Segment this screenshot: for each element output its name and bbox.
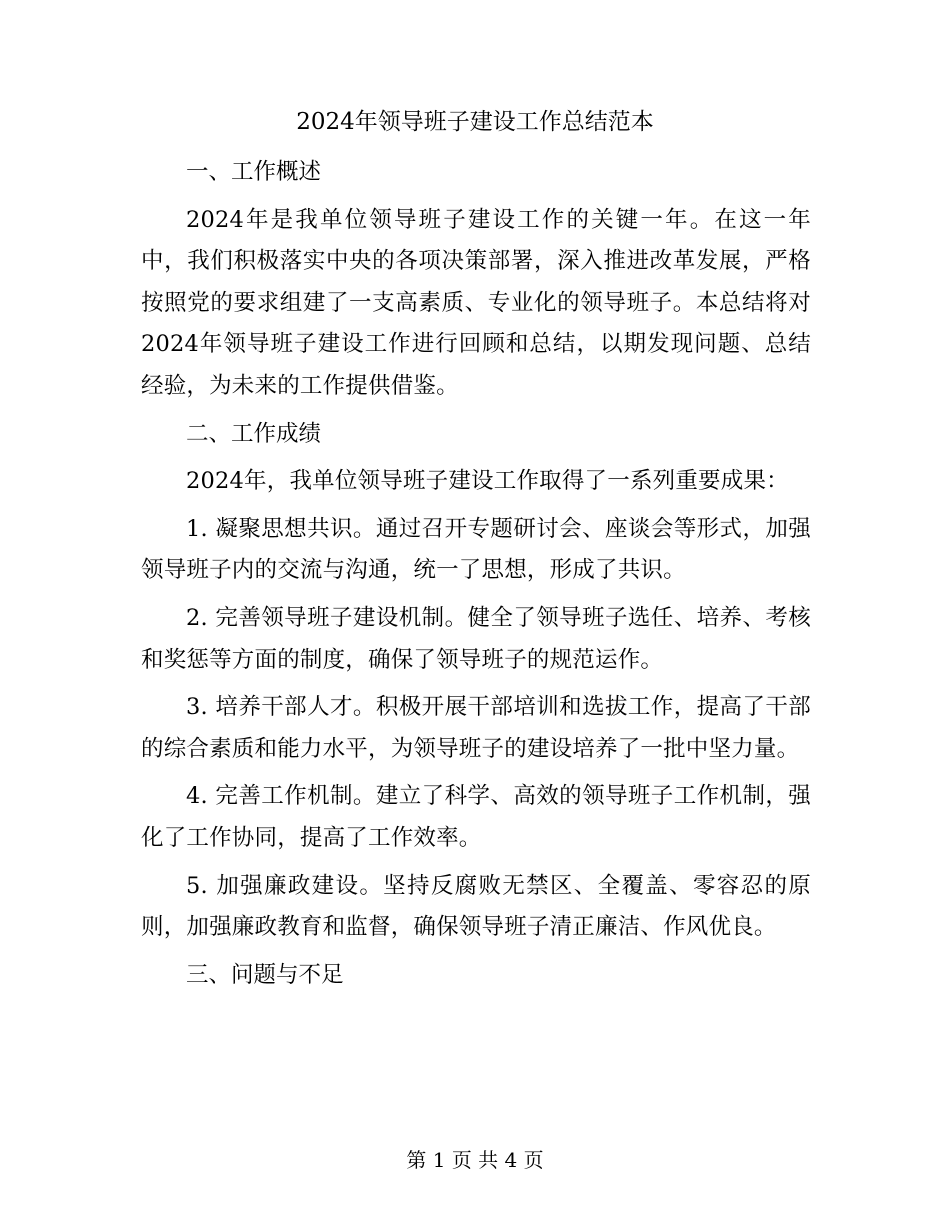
list-item-achievement-3: 3. 培养干部人才。积极开展干部培训和选拔工作，提高了干部的综合素质和能力水平，为领导班子的建设培养了一批中坚力量。 bbox=[141, 694, 811, 762]
section-heading-overview: 一、工作概述 bbox=[186, 159, 322, 185]
section-heading-problems: 三、问题与不足 bbox=[186, 961, 344, 988]
paragraph-achievements-intro: 2024年，我单位领导班子建设工作取得了一系列重要成果： bbox=[186, 468, 789, 495]
list-item-achievement-2: 2. 完善领导班子建设机制。健全了领导班子选任、培养、考核和奖惩等方面的制度，确保了领导班子的规范运作。 bbox=[141, 604, 811, 673]
list-item-achievement-1: 1. 凝聚思想共识。通过召开专题研讨会、座谈会等形式，加强领导班子内的交流与沟通，统一了思想，形成了共识。 bbox=[141, 515, 811, 584]
paragraph-overview: 2024年是我单位领导班子建设工作的关键一年。在这一年中，我们积极落实中央的各项决策部署，深入推进改革发展，严格按照党的要求组建了一支高素质、专业化的领导班子。本总结将对2024年领导班子建设工作进行回顾和总结，以期发现问题、总结经验，为未来的工作提供借鉴。 bbox=[141, 206, 811, 399]
document-body bbox=[141, 152, 811, 1002]
list-item-achievement-4: 4. 完善工作机制。建立了科学、高效的领导班子工作机制，强化了工作协同，提高了工作效率。 bbox=[141, 783, 811, 851]
page-footer: 第 1 页 共 4 页 bbox=[406, 1148, 544, 1172]
section-heading-achievements: 二、工作成绩 bbox=[186, 420, 322, 447]
document-title: 2024年领导班子建设工作总结范本 bbox=[296, 109, 654, 135]
list-item-achievement-5: 5. 加强廉政建设。坚持反腐败无禁区、全覆盖、零容忍的原则，加强廉政教育和监督，确保领导班子清正廉洁、作风优良。 bbox=[141, 872, 811, 941]
